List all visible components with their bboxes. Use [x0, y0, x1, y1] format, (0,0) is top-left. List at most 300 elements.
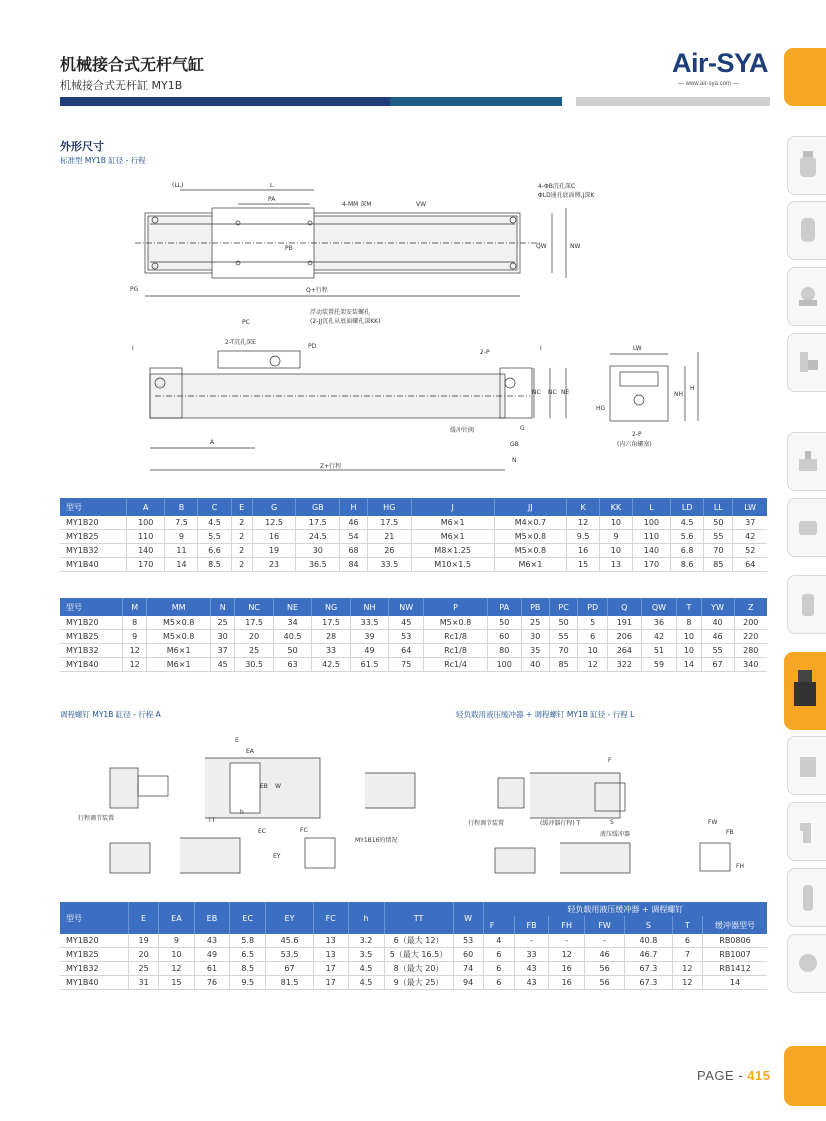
table-cell: 53 — [453, 934, 483, 948]
dim-nh: NH — [674, 391, 683, 398]
table-cell: 84 — [340, 558, 368, 572]
column-header: PD — [578, 598, 608, 616]
column-header: TT — [384, 902, 453, 934]
table-cell: 26 — [367, 544, 411, 558]
table-cell: Rc1/8 — [424, 644, 488, 658]
dim-nw: NW — [570, 243, 581, 250]
table-cell: 16 — [549, 976, 585, 990]
table-cell: 43 — [514, 962, 549, 976]
table-cell: 140 — [127, 544, 165, 558]
side-item-gripper[interactable] — [787, 934, 826, 993]
dim-p2: 2-P — [632, 431, 642, 438]
column-header: H — [340, 498, 368, 516]
table2-body — [60, 616, 767, 672]
page-prefix: PAGE - — [697, 1068, 744, 1083]
table-cell: 35 — [521, 644, 549, 658]
table-cell: 170 — [632, 558, 670, 572]
table-cell: 8.5 — [230, 962, 266, 976]
table-cell: 53.5 — [266, 948, 314, 962]
table-cell: 64 — [733, 558, 767, 572]
column-header: EB — [194, 902, 230, 934]
table-cell: 264 — [607, 644, 641, 658]
column-header: E — [231, 498, 252, 516]
table-cell: MY1B20 — [60, 516, 127, 530]
label-ec: EC — [258, 828, 266, 835]
column-header: HG — [367, 498, 411, 516]
dim-pg: PG — [130, 286, 139, 293]
table-cell: 12 — [672, 962, 702, 976]
label-eb: EB — [260, 783, 268, 790]
side-item-actuator[interactable] — [787, 498, 826, 557]
table-cell: 8 — [123, 616, 147, 630]
label-h: h — [240, 809, 244, 816]
table-cell: 20 — [129, 948, 159, 962]
spec-table-2 — [60, 598, 767, 672]
table-cell: 4.5 — [198, 516, 231, 530]
spec-table-3 — [60, 902, 767, 990]
side-item-valve[interactable] — [787, 333, 826, 392]
table-cell: 63 — [273, 658, 311, 672]
table-cell: MY1B32 — [60, 962, 129, 976]
table-cell: 12 — [123, 644, 147, 658]
label-fh: FH — [736, 863, 744, 870]
table-cell: 9（最大 25） — [384, 976, 453, 990]
silencer-icon — [797, 883, 819, 913]
table-cell: 40.5 — [273, 630, 311, 644]
table-cell: 6（最大 12） — [384, 934, 453, 948]
dim-lw: LW — [633, 345, 642, 352]
label-stroke-adj: 行程调节装置 — [78, 815, 115, 822]
table-cell: 67.3 — [625, 962, 673, 976]
caption-left: 调程螺钉 MY1B 缸径 - 行程 A — [60, 710, 161, 719]
table-cell: 17.5 — [235, 616, 273, 630]
column-header: PC — [549, 598, 578, 616]
label-buffer-stroke: (缓冲器行程) T — [540, 820, 581, 827]
table-cell: M6×1 — [494, 558, 566, 572]
table-cell: 6.5 — [230, 948, 266, 962]
table-cell: 14 — [703, 976, 768, 990]
column-header: S — [625, 916, 673, 934]
table-cell: MY1B32 — [60, 644, 123, 658]
cylinder-icon — [797, 447, 819, 477]
table-cell: 64 — [389, 644, 424, 658]
side-item-solenoid[interactable] — [787, 736, 826, 795]
table-cell: 200 — [734, 616, 767, 630]
column-header: JJ — [494, 498, 566, 516]
table-cell: 59 — [641, 658, 677, 672]
actuator-icon — [797, 513, 819, 543]
table-cell: 17 — [313, 976, 348, 990]
dim-pa: PA — [268, 196, 276, 203]
table-cell: 12 — [549, 948, 585, 962]
column-header: NH — [350, 598, 388, 616]
table-cell: 80 — [487, 644, 521, 658]
label-ea: EA — [246, 748, 254, 755]
page-title: 机械接合式无杆气缸 — [60, 55, 205, 74]
table-cell: 50 — [273, 644, 311, 658]
table-cell: 74 — [453, 962, 483, 976]
table-cell: 67.3 — [625, 976, 673, 990]
table-cell: 30.5 — [235, 658, 273, 672]
table-cell: 2 — [231, 558, 252, 572]
dim-pd: PD — [308, 343, 317, 350]
column-header: W — [453, 902, 483, 934]
dim-ng: NC — [548, 389, 557, 396]
table-cell: M5×0.8 — [424, 616, 488, 630]
table-cell: 12 — [159, 962, 195, 976]
table-cell: 43 — [194, 934, 230, 948]
dim-n: N — [512, 457, 517, 464]
dim-buffer: 缓冲针阀 — [450, 427, 475, 434]
column-header: MM — [147, 598, 211, 616]
table-cell: 33.5 — [367, 558, 411, 572]
column-header: FW — [585, 916, 625, 934]
table-cell: 11 — [165, 544, 198, 558]
label-f: F — [608, 757, 612, 764]
table-cell: 16 — [549, 962, 585, 976]
brand-logo: Air-SYA — [672, 48, 769, 78]
dim-qw: QW — [536, 243, 547, 250]
regulator-icon — [797, 282, 819, 312]
table-cell: 25 — [235, 644, 273, 658]
table-cell: 5.6 — [671, 530, 704, 544]
table-cell: M4×0.7 — [494, 516, 566, 530]
table-cell: 31 — [129, 976, 159, 990]
label-s: S — [610, 819, 614, 826]
side-tab-bottom[interactable] — [784, 1046, 826, 1106]
filter-icon — [797, 151, 819, 181]
column-header: NC — [235, 598, 273, 616]
table-cell: 12.5 — [252, 516, 296, 530]
column-header: 缓冲器型号 — [703, 916, 768, 934]
column-header: EY — [266, 902, 314, 934]
table-cell: 3.2 — [348, 934, 384, 948]
side-tab-active[interactable] — [784, 652, 826, 730]
column-header: NW — [389, 598, 424, 616]
table-cell: 10 — [159, 948, 195, 962]
table-cell: 33 — [514, 948, 549, 962]
table-cell: 8（最大 20） — [384, 962, 453, 976]
table-cell: 20 — [235, 630, 273, 644]
table-cell: 60 — [487, 630, 521, 644]
table-cell: - — [585, 934, 625, 948]
label-stroke-adj-2: 行程调节装置 — [468, 820, 505, 827]
label-w: W — [275, 783, 281, 790]
table-cell: 9 — [123, 630, 147, 644]
column-header: EC — [230, 902, 266, 934]
table-cell: 43 — [514, 976, 549, 990]
table-cell: 30 — [211, 630, 235, 644]
table-cell: 100 — [632, 516, 670, 530]
table-cell: 54 — [340, 530, 368, 544]
dim-float2: (2-JJ沉孔从底面螺孔深KK) — [310, 318, 381, 325]
side-item-filter[interactable] — [787, 136, 826, 195]
table-cell: MY1B40 — [60, 976, 129, 990]
table-cell: 10 — [600, 516, 633, 530]
table-cell: 100 — [127, 516, 165, 530]
table-cell: 5 — [578, 616, 608, 630]
table-cell: 25 — [211, 616, 235, 630]
table-cell: 6.8 — [671, 544, 704, 558]
table-cell: 5.5 — [198, 530, 231, 544]
table-cell: 42 — [641, 630, 677, 644]
table-cell: 36 — [641, 616, 677, 630]
table-cell: 70 — [704, 544, 733, 558]
dim-ne: NE — [561, 389, 570, 396]
table-cell: 67 — [701, 658, 734, 672]
label-fw: FW — [708, 819, 718, 826]
table-cell: 81.5 — [266, 976, 314, 990]
table-cell: 46.7 — [625, 948, 673, 962]
table-cell: 10 — [677, 644, 701, 658]
table-cell: 85 — [704, 558, 733, 572]
table-cell: M10×1.5 — [411, 558, 494, 572]
table-cell: 52 — [733, 544, 767, 558]
table-cell: 50 — [487, 616, 521, 630]
column-header: YW — [701, 598, 734, 616]
table-cell: 7.5 — [165, 516, 198, 530]
table-cell: 94 — [453, 976, 483, 990]
column-header: K — [567, 498, 600, 516]
table-row — [60, 558, 767, 572]
column-header: C — [198, 498, 231, 516]
dim-z: Z+行程 — [320, 463, 342, 470]
side-tab-top[interactable] — [784, 48, 826, 106]
column-header: L — [632, 498, 670, 516]
table-cell: 9.5 — [230, 976, 266, 990]
table-cell: - — [514, 934, 549, 948]
label-fb: FB — [726, 829, 734, 836]
label-fc: FC — [300, 827, 308, 834]
table-cell: 75 — [389, 658, 424, 672]
table-header — [60, 498, 767, 516]
table-cell: 45 — [211, 658, 235, 672]
table-cell: 85 — [549, 658, 578, 672]
dim-gb: GB — [510, 441, 519, 448]
section-title: 外形尺寸 — [60, 140, 104, 153]
table-cell: 6 — [483, 976, 514, 990]
adjust-bolt-drawing — [70, 728, 430, 888]
table-row — [60, 616, 767, 630]
header-bar — [60, 97, 390, 106]
dim-holes-c: 4-ΦB沉孔深C — [538, 183, 576, 190]
table-cell: 45.6 — [266, 934, 314, 948]
column-header: PA — [487, 598, 521, 616]
fitting-icon — [797, 590, 819, 620]
table-cell: - — [549, 934, 585, 948]
table-cell: RB1007 — [703, 948, 768, 962]
table-row — [60, 976, 767, 990]
column-header: 型号 — [60, 902, 129, 934]
table-cell: 76 — [194, 976, 230, 990]
column-header: LW — [733, 498, 767, 516]
column-header: N — [211, 598, 235, 616]
column-header: Z — [734, 598, 767, 616]
column-header: E — [129, 902, 159, 934]
table-cell: 40 — [701, 616, 734, 630]
table-cell: 46 — [701, 630, 734, 644]
dim-g: G — [520, 425, 525, 432]
dim-i-left: I — [132, 345, 134, 352]
table-row — [60, 962, 767, 976]
column-header: M — [123, 598, 147, 616]
valve-icon — [797, 348, 819, 378]
column-header: NE — [273, 598, 311, 616]
brand-url: — www.air-sya.com — — [678, 81, 739, 87]
caption-right: 轻负载用液压缓冲器 + 调程螺钉 MY1B 缸径 - 行程 L — [456, 710, 635, 719]
dim-l: L — [270, 182, 274, 189]
table-cell: MY1B25 — [60, 948, 129, 962]
table-cell: 3.5 — [348, 948, 384, 962]
table-cell: 4.5 — [348, 962, 384, 976]
table-cell: 206 — [607, 630, 641, 644]
table-cell: M5×0.8 — [147, 630, 211, 644]
dim-hex: (内六角螺塞) — [617, 441, 652, 448]
table-cell: 17 — [313, 962, 348, 976]
table-cell: 15 — [567, 558, 600, 572]
table-cell: 53 — [389, 630, 424, 644]
table-cell: 61 — [194, 962, 230, 976]
table-cell: 17.5 — [312, 616, 350, 630]
table-cell: 55 — [704, 530, 733, 544]
label-e: E — [235, 737, 239, 744]
table-cell: 220 — [734, 630, 767, 644]
table-cell: 49 — [194, 948, 230, 962]
table-cell: M6×1 — [411, 516, 494, 530]
table-cell: 55 — [549, 630, 578, 644]
table-cell: 25 — [521, 616, 549, 630]
gripper-icon — [797, 949, 819, 979]
table-cell: 6 — [578, 630, 608, 644]
table-cell: 12 — [567, 516, 600, 530]
column-header: J — [411, 498, 494, 516]
column-header: T — [677, 598, 701, 616]
lubricator-icon — [797, 216, 819, 246]
solenoid-icon — [797, 751, 819, 781]
column-header: LD — [671, 498, 704, 516]
column-header: 型号 — [60, 498, 127, 516]
table-row — [60, 530, 767, 544]
table-cell: 23 — [252, 558, 296, 572]
label-ey: EY — [273, 853, 281, 860]
table-cell: 6.6 — [198, 544, 231, 558]
table-cell: 17.5 — [296, 516, 340, 530]
table-cell: 67 — [266, 962, 314, 976]
table-cell: 2 — [231, 544, 252, 558]
side-item-cylinder[interactable] — [787, 432, 826, 491]
table-cell: M5×0.8 — [147, 616, 211, 630]
rodless-cylinder-icon — [792, 670, 818, 710]
table-cell: 40.8 — [625, 934, 673, 948]
table-cell: 70 — [549, 644, 578, 658]
table-cell: 33.5 — [350, 616, 388, 630]
table-cell: 110 — [632, 530, 670, 544]
table-cell: 19 — [129, 934, 159, 948]
table-cell: 15 — [159, 976, 195, 990]
table-cell: 56 — [585, 962, 625, 976]
side-item-regulator[interactable] — [787, 267, 826, 326]
table-cell: 100 — [487, 658, 521, 672]
dim-h: H — [690, 385, 695, 392]
column-header: F — [483, 916, 514, 934]
table-cell: 12 — [123, 658, 147, 672]
elbow-icon — [797, 817, 819, 847]
column-header: 型号 — [60, 598, 123, 616]
table-cell: 4.5 — [348, 976, 384, 990]
table-row — [60, 516, 767, 530]
table-cell: 39 — [350, 630, 388, 644]
column-header: QW — [641, 598, 677, 616]
table-cell: 33 — [312, 644, 350, 658]
dim-i-right: I — [540, 345, 542, 352]
column-header: A — [127, 498, 165, 516]
side-item-elbow[interactable] — [787, 802, 826, 861]
section-subtitle: 标准型 MY1B 缸径 - 行程 — [60, 156, 146, 165]
column-header: G — [252, 498, 296, 516]
table-cell: 10 — [677, 630, 701, 644]
table-cell: 16 — [567, 544, 600, 558]
side-item-fitting[interactable] — [787, 575, 826, 634]
dimension-drawing — [120, 178, 720, 478]
column-header: FC — [313, 902, 348, 934]
table-cell: 50 — [549, 616, 578, 630]
table-cell: M5×0.8 — [494, 544, 566, 558]
table-cell: 140 — [632, 544, 670, 558]
table-cell: 340 — [734, 658, 767, 672]
table-cell: 30 — [296, 544, 340, 558]
page-subtitle: 机械接合式无杆缸 MY1B — [60, 79, 183, 92]
table-cell: RB1412 — [703, 962, 768, 976]
column-header: T — [672, 916, 702, 934]
header-bar-grey — [576, 97, 770, 106]
table-cell: 8 — [677, 616, 701, 630]
dim-hg: HG — [596, 405, 606, 412]
column-header: P — [424, 598, 488, 616]
table-header — [60, 902, 767, 916]
label-hydraulic: 液压缓冲器 — [600, 831, 631, 838]
table-cell: 37 — [733, 516, 767, 530]
dim-vw: VW — [416, 201, 427, 208]
dim-p: 2-P — [480, 349, 490, 356]
side-item-silencer[interactable] — [787, 868, 826, 927]
table-cell: 19 — [252, 544, 296, 558]
table-row — [60, 544, 767, 558]
header-bar-teal — [390, 97, 562, 106]
table-cell: 5（最大 16.5） — [384, 948, 453, 962]
table1-body — [60, 516, 767, 572]
table-cell: Rc1/8 — [424, 630, 488, 644]
table-row — [60, 658, 767, 672]
dim-pc: PC — [242, 319, 250, 326]
side-item-lubricator[interactable] — [787, 201, 826, 260]
table-cell: 55 — [701, 644, 734, 658]
table-cell: 5.8 — [230, 934, 266, 948]
column-header: LL — [704, 498, 733, 516]
table-cell: 13 — [313, 948, 348, 962]
hydraulic-buffer-drawing — [460, 728, 760, 888]
table-cell: 110 — [127, 530, 165, 544]
dim-t: 2-T沉孔深E — [225, 339, 256, 346]
column-header: GB — [296, 498, 340, 516]
table-cell: 13 — [313, 934, 348, 948]
table-cell: M6×1 — [411, 530, 494, 544]
table-cell: 9 — [600, 530, 633, 544]
table-cell: 9 — [165, 530, 198, 544]
dim-holes-ld: ΦLD通孔底面侧,J深K — [538, 192, 595, 199]
table-row — [60, 934, 767, 948]
table-cell: M6×1 — [147, 644, 211, 658]
page-number-value: 415 — [747, 1068, 771, 1083]
